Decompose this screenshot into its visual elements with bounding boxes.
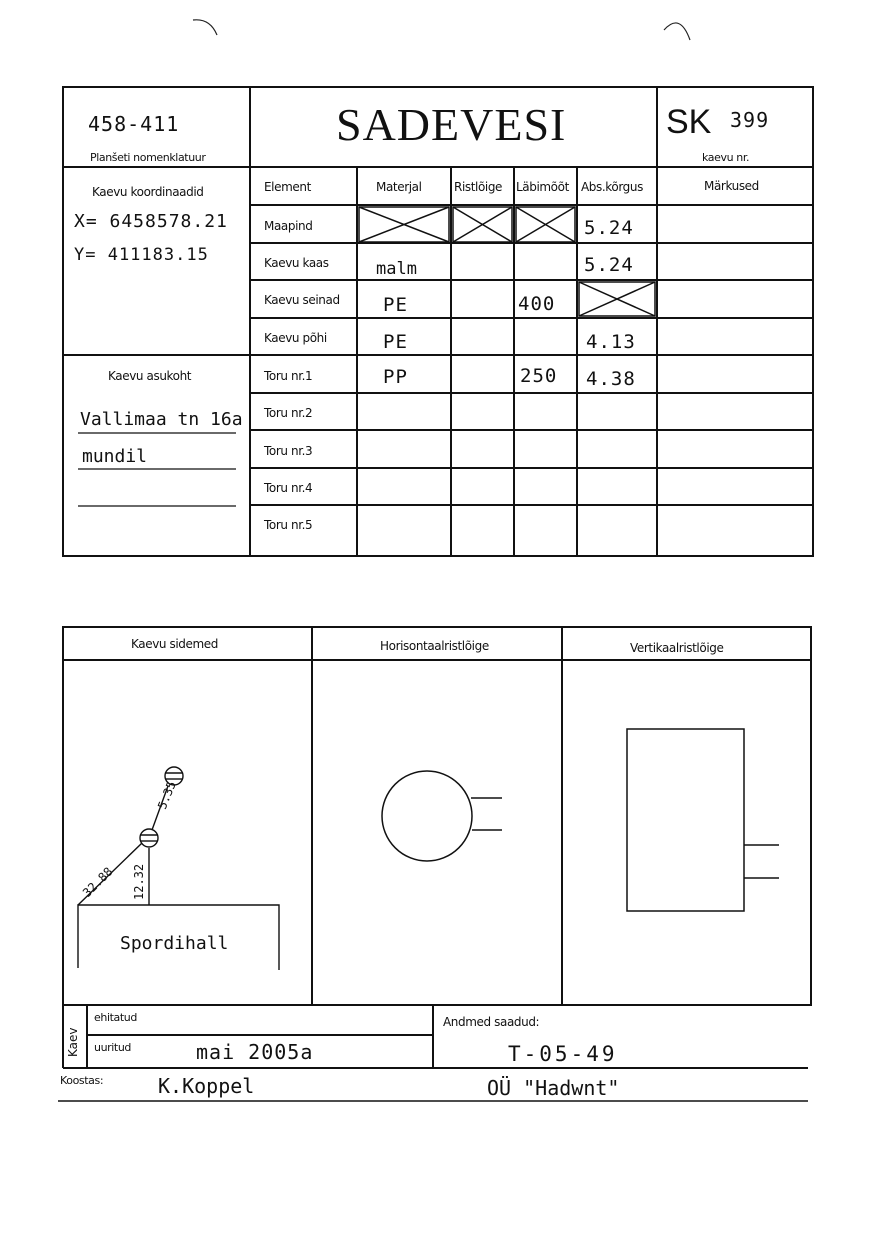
cell-abs-height: 5.24 (584, 217, 634, 239)
coords-label: Kaevu koordinaadid (92, 185, 204, 199)
location-label: Kaevu asukoht (108, 369, 192, 383)
cell-material: PP (383, 366, 408, 388)
row-label: Maapind (264, 219, 313, 233)
row-label: Toru nr.2 (264, 406, 313, 420)
col-header-cross-section: Ristlõige (454, 180, 503, 194)
row-label: Kaevu kaas (264, 256, 329, 270)
row-label: Kaevu põhi (264, 331, 327, 345)
location-line-2: mundil (82, 446, 148, 467)
surveyed-label: uuritud (94, 1041, 131, 1054)
section-header-vertical: Vertikaalristlõige (630, 641, 724, 655)
section-header-connections: Kaevu sidemed (131, 637, 218, 651)
built-label: ehitatud (94, 1011, 137, 1024)
data-source-value: T-05-49 (508, 1042, 618, 1066)
well-number-label: kaevu nr. (702, 151, 750, 164)
col-header-diameter: Läbimõõt (516, 180, 569, 194)
well-number: 399 (730, 108, 770, 132)
cell-abs-height: 4.38 (586, 368, 636, 390)
nomenclature-value: 458-411 (88, 112, 180, 136)
row-label: Toru nr.4 (264, 481, 313, 495)
well-prefix: SK (666, 103, 712, 141)
compiled-label: Koostas: (60, 1074, 104, 1087)
section-header-horizontal: Horisontaalristlõige (380, 639, 489, 653)
coord-y: Y= 411183.15 (74, 245, 209, 265)
col-header-element: Element (264, 180, 311, 194)
nomenclature-label: Planšeti nomenklatuur (90, 151, 206, 164)
cell-material: malm (376, 259, 417, 279)
cell-diameter: 250 (520, 365, 558, 387)
surveyed-value: mai 2005a (196, 1040, 314, 1064)
page-title: SADEVESI (336, 99, 567, 150)
compiled-value: K.Koppel (158, 1074, 255, 1098)
row-label: Kaevu seinad (264, 293, 340, 307)
dimension-label: 5.35 (155, 779, 179, 812)
row-label: Toru nr.5 (264, 518, 313, 532)
row-label: Toru nr.1 (264, 369, 313, 383)
coord-x: X= 6458578.21 (74, 211, 228, 232)
cell-material: PE (383, 294, 408, 316)
side-label: Kaev (66, 1027, 80, 1057)
cell-material: PE (383, 331, 408, 353)
location-line-1: Vallimaa tn 16a (80, 409, 243, 430)
row-label: Toru nr.3 (264, 444, 313, 458)
data-source-label: Andmed saadud: (443, 1015, 540, 1029)
cell-diameter: 400 (518, 293, 556, 315)
building-label: Spordihall (120, 933, 229, 954)
dimension-label: 12.32 (132, 863, 146, 900)
cell-abs-height: 4.13 (586, 331, 636, 353)
dimension-label: 32.88 (80, 864, 116, 900)
col-header-abs-height: Abs.kõrgus (581, 180, 643, 194)
company-value: OÜ "Hadwnt" (487, 1076, 620, 1100)
vertical-section-sketch (627, 729, 779, 911)
col-header-material: Materjal (376, 180, 422, 194)
col-header-notes: Märkused (704, 179, 759, 193)
cell-abs-height: 5.24 (584, 254, 634, 276)
horizontal-section-sketch (382, 771, 502, 861)
